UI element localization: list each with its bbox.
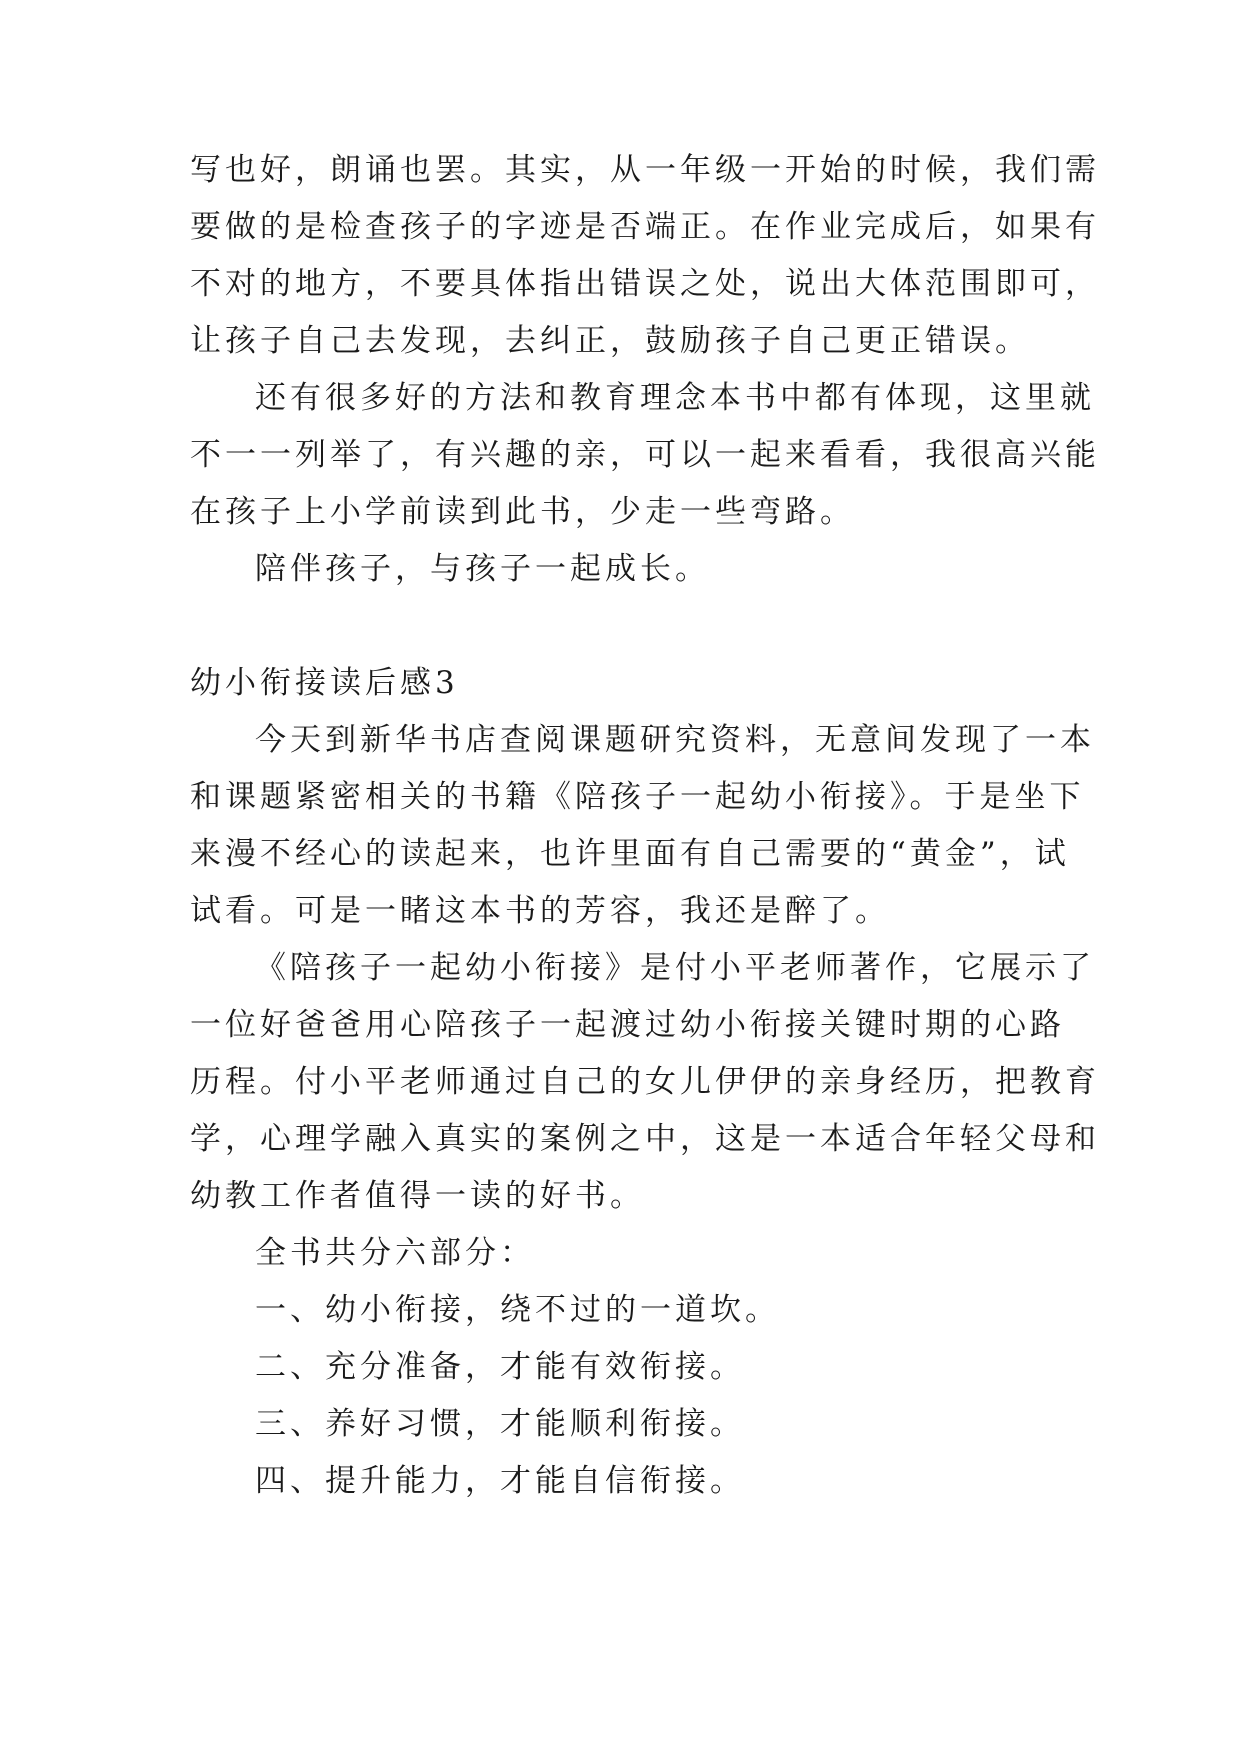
list-item: 三、养好习惯，才能顺利衔接。 bbox=[255, 1406, 745, 1442]
paragraph-line: 让孩子自己去发现，去纠正，鼓励孩子自己更正错误。 bbox=[190, 323, 1030, 359]
paragraph-line: 一位好爸爸用心陪孩子一起渡过幼小衔接关键时期的心路 bbox=[190, 1007, 1065, 1043]
paragraph-line: 在孩子上小学前读到此书，少走一些弯路。 bbox=[190, 494, 855, 530]
paragraph-line: 不对的地方，不要具体指出错误之处，说出大体范围即可， bbox=[190, 266, 1100, 302]
paragraph-line: 《陪孩子一起幼小衔接》是付小平老师著作，它展示了 bbox=[255, 950, 1095, 986]
paragraph-line: 来漫不经心的读起来，也许里面有自己需要的“黄金”，试 bbox=[190, 836, 1070, 872]
paragraph-line: 幼教工作者值得一读的好书。 bbox=[190, 1178, 645, 1214]
paragraph-line: 不一一列举了，有兴趣的亲，可以一起来看看，我很高兴能 bbox=[190, 437, 1100, 473]
paragraph-line: 还有很多好的方法和教育理念本书中都有体现，这里就 bbox=[255, 380, 1095, 416]
list-item: 一、幼小衔接，绕不过的一道坎。 bbox=[255, 1292, 780, 1328]
paragraph-line: 陪伴孩子，与孩子一起成长。 bbox=[255, 551, 710, 587]
paragraph-line: 试看。可是一睹这本书的芳容，我还是醉了。 bbox=[190, 893, 890, 929]
paragraph-line: 学，心理学融入真实的案例之中，这是一本适合年轻父母和 bbox=[190, 1121, 1100, 1157]
list-item: 四、提升能力，才能自信衔接。 bbox=[255, 1463, 745, 1499]
section-heading: 幼小衔接读后感3 bbox=[190, 665, 459, 701]
paragraph-line: 和课题紧密相关的书籍《陪孩子一起幼小衔接》。于是坐下 bbox=[190, 779, 1085, 815]
paragraph-line: 写也好，朗诵也罢。其实，从一年级一开始的时候，我们需 bbox=[190, 152, 1100, 188]
list-intro: 全书共分六部分： bbox=[255, 1235, 535, 1271]
paragraph-line: 今天到新华书店查阅课题研究资料，无意间发现了一本 bbox=[255, 722, 1095, 758]
paragraph-line: 历程。付小平老师通过自己的女儿伊伊的亲身经历，把教育 bbox=[190, 1064, 1100, 1100]
paragraph-line: 要做的是检查孩子的字迹是否端正。在作业完成后，如果有 bbox=[190, 209, 1100, 245]
list-item: 二、充分准备，才能有效衔接。 bbox=[255, 1349, 745, 1385]
